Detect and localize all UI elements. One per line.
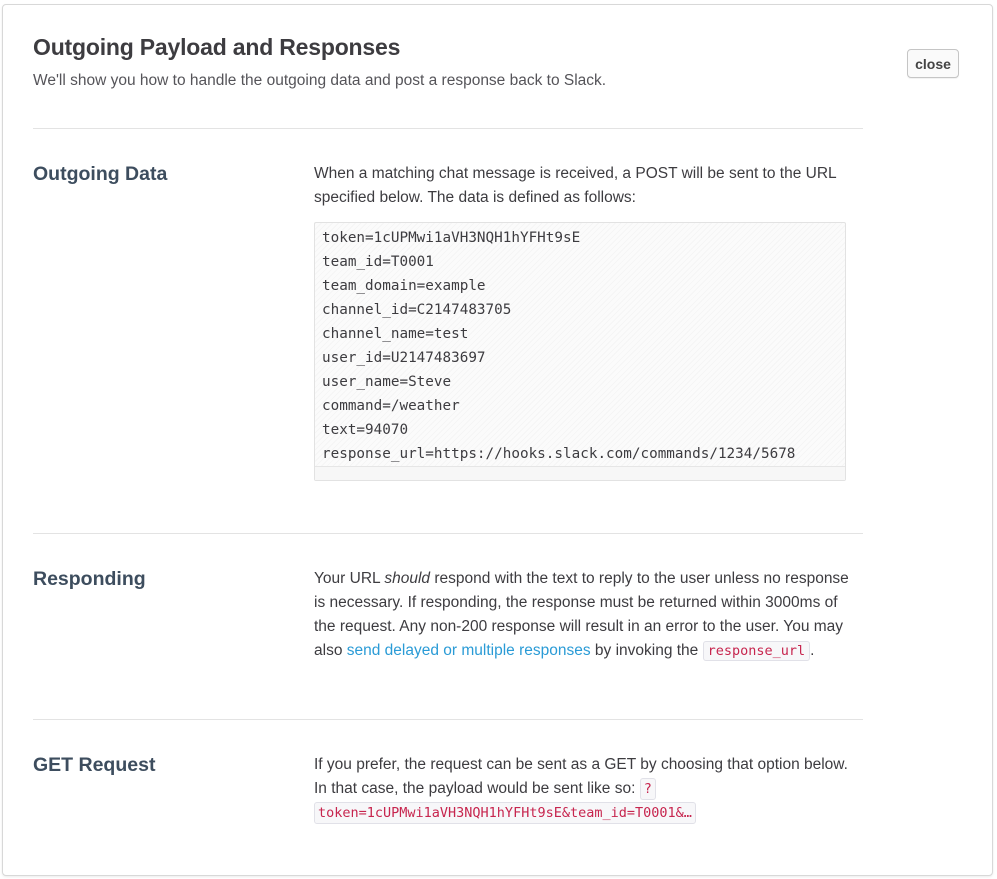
payload-line: team_domain=example bbox=[322, 278, 486, 294]
outgoing-data-title: Outgoing Data bbox=[33, 163, 168, 185]
payload-line: user_name=Steve bbox=[322, 374, 452, 390]
payload-code-block[interactable] bbox=[314, 222, 846, 481]
get-request-description bbox=[314, 753, 854, 825]
divider bbox=[33, 128, 863, 129]
payload-line: text=94070 bbox=[322, 422, 409, 438]
get-request-code: token=1cUPMwi1aVH3NQH1hYFHt9sE&team_id=T0001&… bbox=[314, 802, 696, 824]
responding-text: by invoking the bbox=[590, 642, 703, 659]
close-button[interactable]: close bbox=[907, 49, 959, 78]
payload-line: token=1cUPMwi1aVH3NQH1hYFHt9sE bbox=[322, 230, 581, 246]
responding-title: Responding bbox=[33, 568, 146, 590]
responding-text: Your URL bbox=[314, 570, 385, 587]
outgoing-data-description: When a matching chat message is received, a POST will be sent to the URL specified below. The data is defined as follows: bbox=[314, 165, 837, 206]
payload-line: response_url=https://hooks.slack.com/commands/1234/5678 bbox=[322, 446, 796, 462]
payload-line: user_id=U2147483697 bbox=[322, 350, 486, 366]
payload-line: channel_name=test bbox=[322, 326, 469, 342]
payload-line: team_id=T0001 bbox=[322, 254, 434, 270]
responding-text: . bbox=[810, 642, 815, 659]
modal-title: Outgoing Payload and Responses bbox=[33, 34, 401, 60]
divider bbox=[33, 719, 863, 720]
divider bbox=[33, 533, 863, 534]
get-request-title: GET Request bbox=[33, 754, 156, 776]
responding-description bbox=[314, 567, 854, 663]
get-request-code-prefix: ? bbox=[640, 778, 656, 800]
responding-emphasis: should bbox=[384, 570, 431, 587]
horizontal-scrollbar[interactable] bbox=[315, 466, 845, 480]
responding-text: respond with the text to reply to the user unless no response is necessary. If responding, the response must be returned within 3000ms of the request. Any non-200 response will result in an error to the user. You may also bbox=[314, 570, 849, 659]
delayed-responses-link[interactable]: send delayed or multiple responses bbox=[346, 642, 591, 659]
payload-line: command=/weather bbox=[322, 398, 460, 414]
response-url-code: response_url bbox=[703, 641, 811, 661]
payload-line: channel_id=C2147483705 bbox=[322, 302, 512, 318]
get-request-text: If you prefer, the request can be sent as a GET by choosing that option below. In that case, the payload would be sent like so: bbox=[314, 756, 848, 797]
modal-subtitle: We'll show you how to handle the outgoing data and post a response back to Slack. bbox=[33, 72, 607, 89]
